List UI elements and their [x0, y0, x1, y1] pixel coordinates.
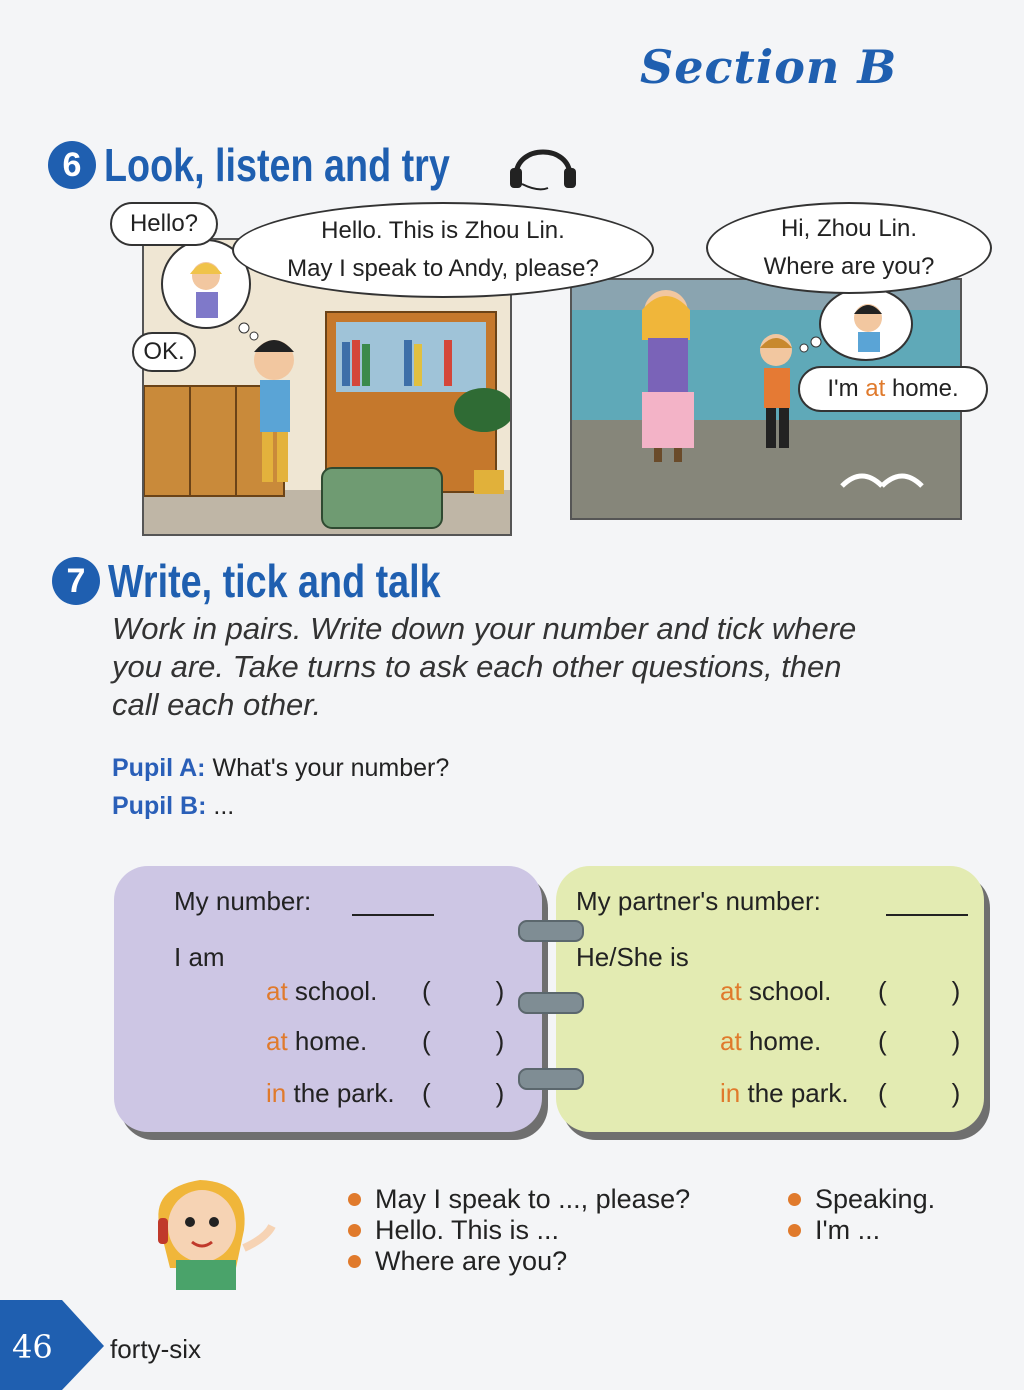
phrase-item — [788, 1184, 935, 1215]
page-number-word: forty-six — [110, 1334, 201, 1364]
bubble-hi-zhou-lin — [706, 202, 992, 294]
activity6-title: Look, listen and try — [104, 139, 450, 191]
bubble-zhou-line2: May I speak to Andy, please? — [287, 255, 599, 282]
girl-on-phone-illustration — [140, 1168, 280, 1290]
binder-ring-icon — [518, 992, 584, 1014]
pupil-b-label: Pupil B: — [112, 792, 207, 820]
phrase-item — [348, 1246, 690, 1277]
right-tick-school[interactable]: ( ) — [878, 976, 961, 1006]
activity7-heading — [52, 554, 514, 608]
partner-number-blank[interactable] — [886, 914, 968, 916]
left-row-place: the park. — [286, 1078, 395, 1108]
phrase-item — [788, 1215, 935, 1246]
bubble-at: at — [865, 375, 886, 402]
right-tick-park[interactable]: ( ) — [878, 1078, 961, 1108]
right-row-park — [720, 1078, 849, 1109]
phrase-text: I'm ... — [815, 1215, 881, 1245]
pupil-a-line — [112, 754, 449, 783]
left-row-park — [266, 1078, 395, 1109]
bubble-zhou-lin — [232, 202, 654, 298]
phrase-item — [348, 1184, 690, 1215]
pupil-b-text: ... — [213, 792, 235, 820]
phrase-text: Where are you? — [375, 1246, 568, 1276]
activity7-title: Write, tick and talk — [108, 555, 441, 607]
left-row-home — [266, 1026, 367, 1057]
right-row-prep: at — [720, 1026, 742, 1056]
instruction-line: Work in pairs. Write down your number and tick where — [112, 611, 857, 646]
bullet-dot-icon — [788, 1193, 801, 1206]
activity7-instructions — [112, 610, 1012, 724]
binder-ring-icon — [518, 1068, 584, 1090]
bullet-dot-icon — [348, 1255, 361, 1268]
left-tick-school[interactable]: ( ) — [422, 976, 505, 1006]
right-row-place: home. — [741, 1026, 822, 1056]
right-row-prep: at — [720, 976, 742, 1006]
bubble-home: home. — [891, 375, 959, 402]
left-row-place: home. — [287, 1026, 368, 1056]
left-row-prep: in — [266, 1078, 287, 1108]
bubble-ok: OK. — [132, 332, 196, 372]
page-number: 46 — [12, 1328, 53, 1366]
bullet-dot-icon — [348, 1224, 361, 1237]
instruction-line: call each other. — [112, 687, 322, 722]
right-tick-home[interactable]: ( ) — [878, 1026, 961, 1056]
phrases-right — [788, 1184, 935, 1246]
bullet-dot-icon — [348, 1193, 361, 1206]
instruction-line: you are. Take turns to ask each other questions, then — [112, 649, 842, 684]
right-row-prep: in — [720, 1078, 741, 1108]
left-tick-park[interactable]: ( ) — [422, 1078, 505, 1108]
he-she-is-label: He/She is — [576, 942, 689, 972]
partner-number-label: My partner's number: — [576, 886, 821, 916]
left-tick-home[interactable]: ( ) — [422, 1026, 505, 1056]
activity7-number: 7 — [52, 557, 100, 605]
my-number-blank[interactable] — [352, 914, 434, 916]
right-row-place: school. — [741, 976, 832, 1006]
pupil-a-text: What's your number? — [212, 754, 450, 782]
bubble-zhou-line1: Hello. This is Zhou Lin. — [321, 217, 565, 244]
bubble-im-at-home — [798, 366, 988, 412]
activity6-heading — [48, 138, 526, 192]
i-am-label: I am — [174, 942, 225, 972]
section-title: Section B — [640, 40, 898, 94]
binder-ring-icon — [518, 920, 584, 942]
right-row-place: the park. — [740, 1078, 849, 1108]
left-row-school — [266, 976, 377, 1007]
activity6-number: 6 — [48, 141, 96, 189]
phrases-left — [348, 1184, 690, 1277]
right-row-home — [720, 1026, 821, 1057]
pupil-a-label: Pupil A: — [112, 754, 206, 782]
bubble-hi-line1: Hi, Zhou Lin. — [780, 215, 918, 242]
phrase-text: May I speak to ..., please? — [375, 1184, 691, 1214]
bubble-hi-line2: Where are you? — [763, 253, 935, 280]
bubble-hello: Hello? — [110, 202, 218, 246]
pupil-b-line — [112, 792, 234, 821]
left-row-prep: at — [266, 1026, 288, 1056]
right-row-school — [720, 976, 831, 1007]
left-row-prep: at — [266, 976, 288, 1006]
phrase-text: Speaking. — [815, 1184, 936, 1214]
bullet-dot-icon — [788, 1224, 801, 1237]
left-row-place: school. — [287, 976, 378, 1006]
phrase-item — [348, 1215, 690, 1246]
my-number-label-text: My number: — [174, 886, 312, 916]
headphones-icon — [508, 134, 578, 192]
bubble-im: I'm — [827, 375, 859, 402]
phrase-text: Hello. This is ... — [375, 1215, 560, 1245]
my-number-label — [174, 886, 311, 917]
